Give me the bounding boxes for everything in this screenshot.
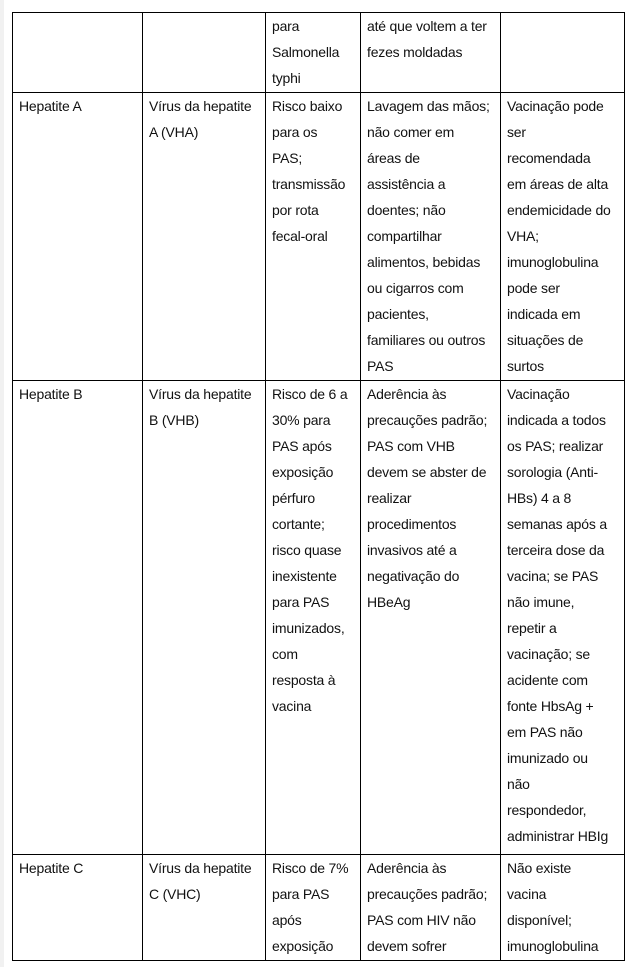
cell-line: ser	[507, 124, 526, 140]
cell-risk	[266, 93, 361, 381]
cell-line: situações de	[507, 332, 584, 348]
cell-line: PAS com VHB	[367, 438, 455, 454]
cell-risk	[266, 855, 361, 961]
cell-prophylaxis	[501, 93, 625, 381]
cell-line: alimentos, bebidas	[367, 254, 481, 270]
cell-line: semanas após a	[507, 516, 607, 532]
cell-line: PAS com HIV não	[367, 912, 476, 928]
cell-line: Risco baixo	[272, 98, 343, 114]
cell-line: Vírus da hepatite	[149, 386, 252, 402]
cell-line: surtos	[507, 358, 544, 374]
cell-line: C (VHC)	[149, 886, 201, 902]
cell-risk	[266, 13, 361, 93]
cell-line: inexistente	[272, 568, 337, 584]
cell-line: para os	[272, 124, 318, 140]
cell-line: com	[272, 646, 298, 662]
cell-line: endemicidade do	[507, 202, 611, 218]
cell-line: familiares ou outros	[367, 332, 486, 348]
cell-line: Salmonella	[272, 44, 340, 60]
cell-line: para PAS	[272, 886, 330, 902]
cell-line: disponível;	[507, 912, 572, 928]
cell-line: imunoglobulina	[507, 938, 599, 954]
cell-line: HBeAg	[367, 594, 411, 610]
cell-line: para PAS	[272, 594, 330, 610]
cell-disease	[13, 13, 143, 93]
cell-line: recomendada	[507, 150, 591, 166]
cell-line: Aderência às	[367, 860, 447, 876]
cell-line: não imune,	[507, 594, 575, 610]
cell-line: devem se abster de	[367, 464, 487, 480]
cell-line: fecal-oral	[272, 228, 328, 244]
cell-text: Hepatite A	[19, 98, 82, 114]
cell-line: procedimentos	[367, 516, 457, 532]
cell-agent	[143, 13, 266, 93]
cell-line: indicada a todos	[507, 412, 606, 428]
cell-line: indicada em	[507, 306, 581, 322]
cell-line: vacinação; se	[507, 646, 591, 662]
cell-line: fezes moldadas	[367, 44, 463, 60]
cell-disease	[13, 93, 143, 381]
cell-disease	[13, 381, 143, 855]
cell-text: Hepatite C	[19, 860, 84, 876]
cell-line: vacina	[507, 886, 547, 902]
cell-line: fonte HbsAg +	[507, 698, 594, 714]
table-row	[13, 93, 625, 381]
cell-line: B (VHB)	[149, 412, 199, 428]
cell-line: precauções padrão;	[367, 886, 488, 902]
cell-line: em áreas de alta	[507, 176, 609, 192]
cell-prophylaxis	[501, 381, 625, 855]
cell-precautions	[361, 381, 501, 855]
cell-line: Lavagem das mãos;	[367, 98, 490, 114]
cell-line: pérfuro	[272, 490, 315, 506]
cell-line: em PAS não	[507, 724, 583, 740]
cell-line: terceira dose da	[507, 542, 605, 558]
cell-line: áreas de	[367, 150, 420, 166]
infection-table	[12, 12, 625, 961]
cell-agent	[143, 93, 266, 381]
cell-line: Risco de 6 a	[272, 386, 348, 402]
cell-line: exposição	[272, 464, 334, 480]
cell-line: negativação do	[367, 568, 460, 584]
cell-line: por rota	[272, 202, 319, 218]
cell-agent	[143, 381, 266, 855]
cell-line: acidente com	[507, 672, 588, 688]
table-row	[13, 13, 625, 93]
cell-line: após	[272, 912, 302, 928]
cell-prophylaxis	[501, 855, 625, 961]
cell-disease	[13, 855, 143, 961]
cell-line: Não existe	[507, 860, 572, 876]
cell-text: Hepatite B	[19, 386, 83, 402]
cell-line: compartilhar	[367, 228, 442, 244]
cell-line: pacientes,	[367, 306, 429, 322]
cell-line: vacina; se PAS	[507, 568, 599, 584]
cell-line: não	[507, 776, 530, 792]
cell-line: Vírus da hepatite	[149, 860, 252, 876]
cell-line: invasivos até a	[367, 542, 457, 558]
table-row	[13, 855, 625, 961]
cell-line: HBs) 4 a 8	[507, 490, 572, 506]
cell-line: VHA;	[507, 228, 539, 244]
cell-line: repetir a	[507, 620, 557, 636]
cell-line: Aderência às	[367, 386, 447, 402]
cell-line: sorologia (Anti-	[507, 464, 598, 480]
cell-line: risco quase	[272, 542, 342, 558]
cell-line: Vacinação	[507, 386, 570, 402]
cell-line: imunizados,	[272, 620, 345, 636]
cell-line: não comer em	[367, 124, 455, 140]
cell-line: Risco de 7%	[272, 860, 349, 876]
cell-line: A (VHA)	[149, 124, 199, 140]
cell-line: cortante;	[272, 516, 325, 532]
cell-line: PAS	[367, 358, 394, 374]
cell-precautions	[361, 855, 501, 961]
cell-line: imunizado ou	[507, 750, 588, 766]
cell-precautions	[361, 13, 501, 93]
cell-line: assistência a	[367, 176, 446, 192]
cell-line: administrar HBIg	[507, 828, 609, 844]
cell-line: Vacinação pode	[507, 98, 604, 114]
cell-prophylaxis	[501, 13, 625, 93]
cell-agent	[143, 855, 266, 961]
cell-line: PAS;	[272, 150, 303, 166]
cell-line: devem sofrer	[367, 938, 447, 954]
cell-line: transmissão	[272, 176, 346, 192]
cell-line: precauções padrão;	[367, 412, 488, 428]
cell-line: 30% para	[272, 412, 331, 428]
cell-precautions	[361, 93, 501, 381]
cell-line: até que voltem a ter	[367, 18, 487, 34]
cell-line: respondedor,	[507, 802, 587, 818]
cell-line: para	[272, 18, 300, 34]
cell-line: vacina	[272, 698, 312, 714]
cell-line: realizar	[367, 490, 412, 506]
cell-line: doentes; não	[367, 202, 446, 218]
cell-line: ou cigarros com	[367, 280, 464, 296]
table-row	[13, 381, 625, 855]
page-edge	[0, 0, 4, 967]
cell-risk	[266, 381, 361, 855]
cell-line: exposição	[272, 938, 334, 954]
cell-line: os PAS; realizar	[507, 438, 604, 454]
cell-line: resposta à	[272, 672, 336, 688]
cell-line: Vírus da hepatite	[149, 98, 252, 114]
cell-line: imunoglobulina	[507, 254, 599, 270]
cell-line: pode ser	[507, 280, 560, 296]
cell-line: PAS após	[272, 438, 332, 454]
cell-line: typhi	[272, 70, 301, 86]
